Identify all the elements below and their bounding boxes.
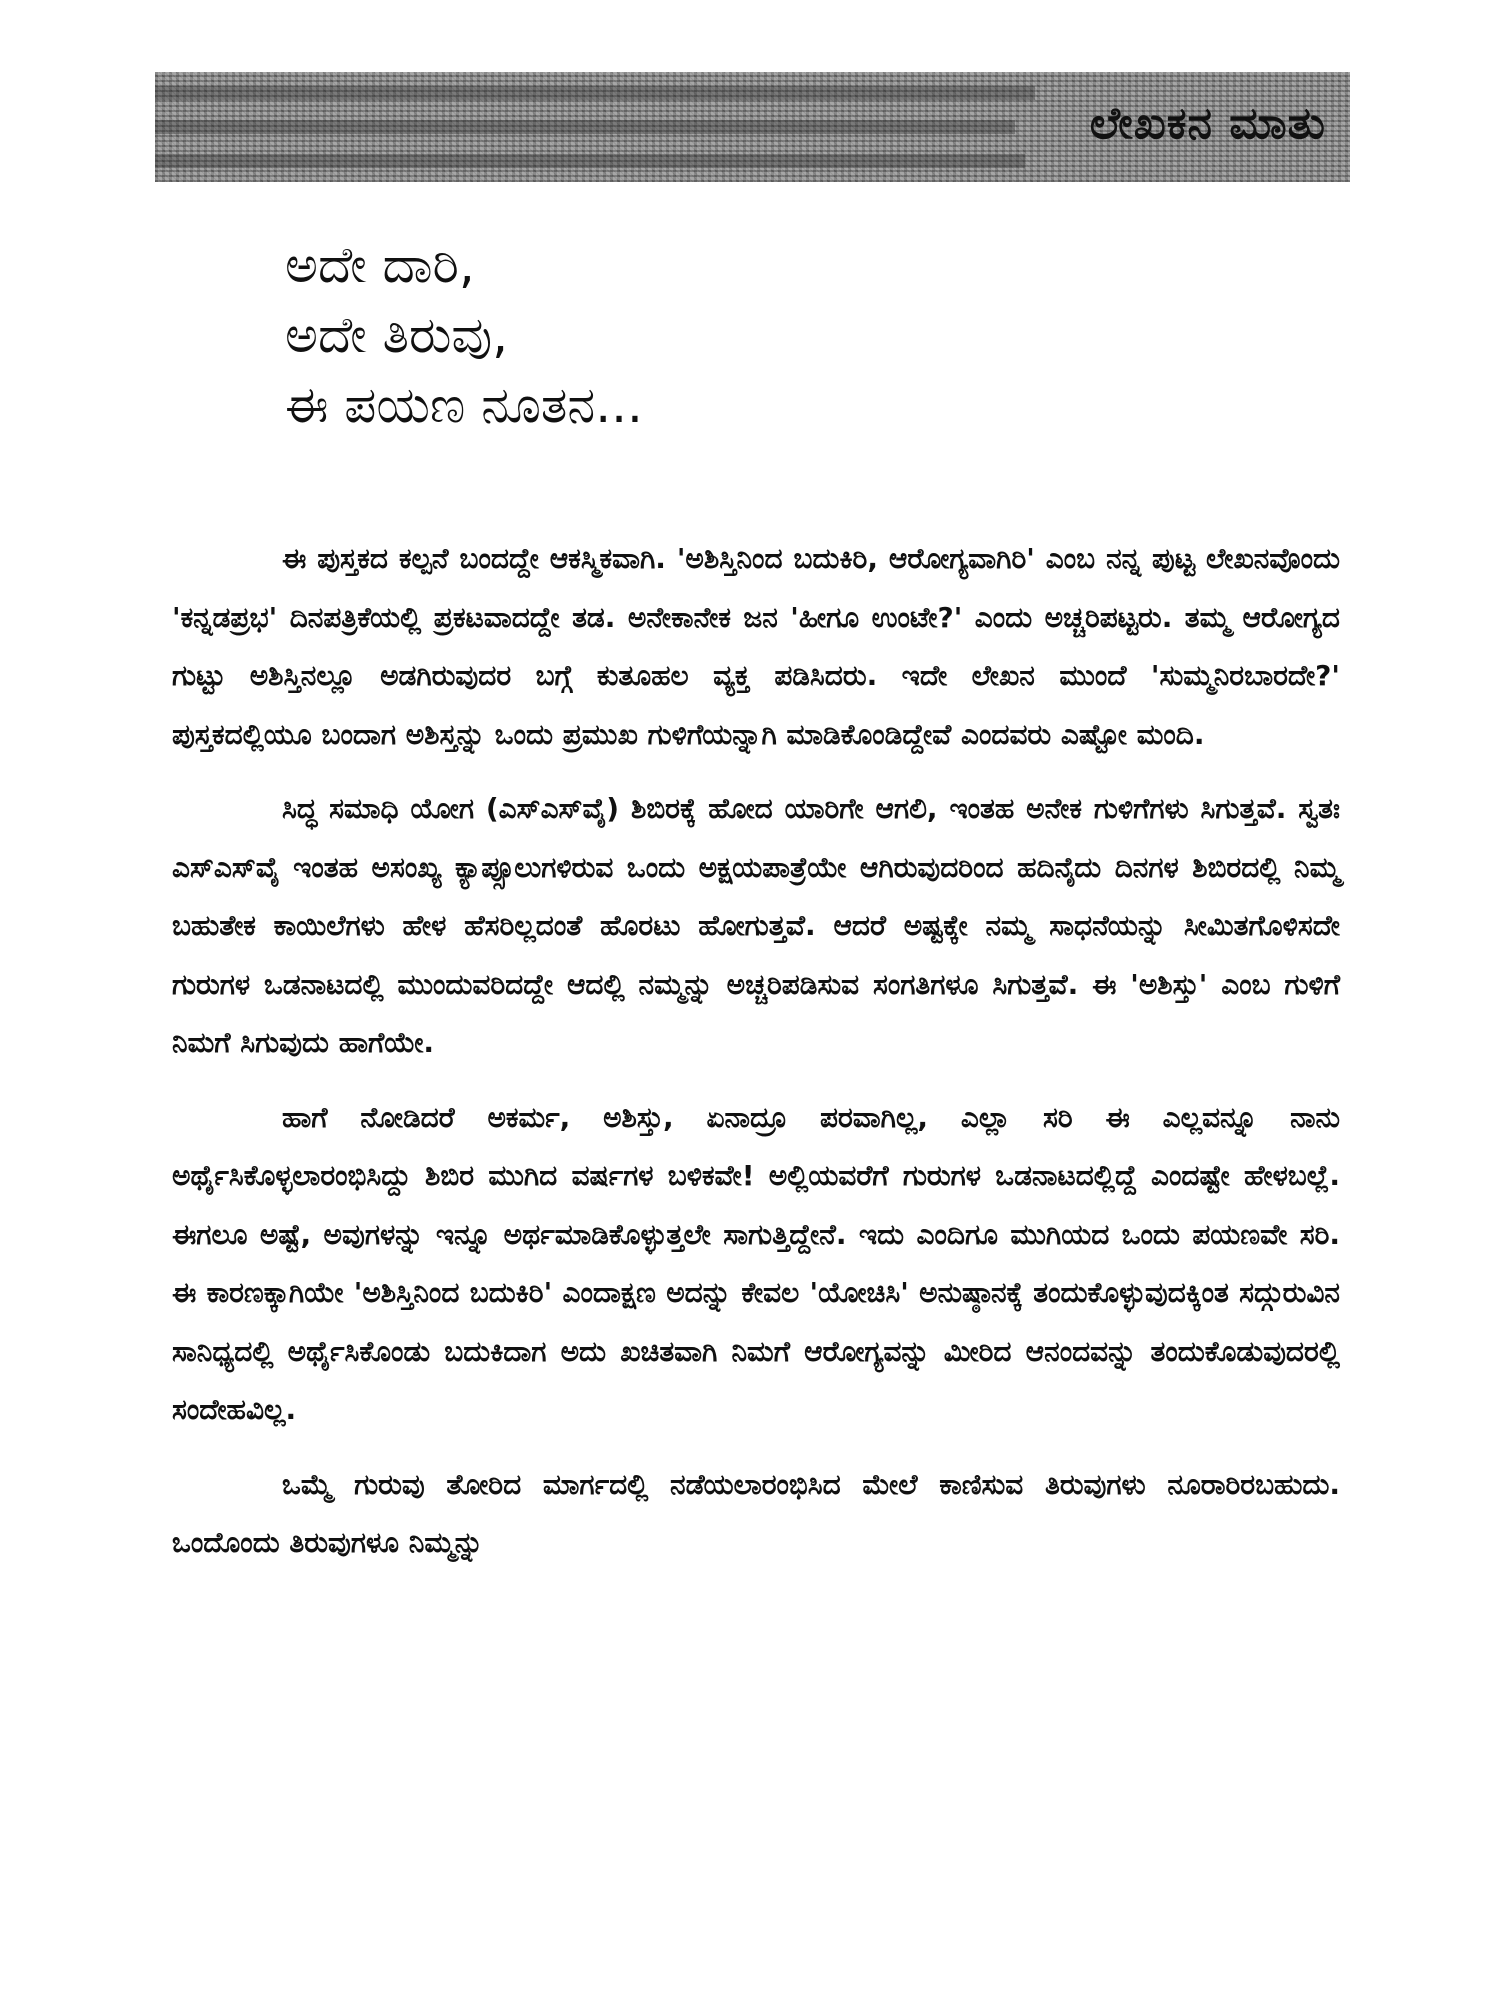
body-text <box>172 530 1340 1589</box>
paragraph: ಹಾಗೆ ನೋಡಿದರೆ ಅಕರ್ಮ, ಅಶಿಸ್ತು, ಏನಾದ್ರೂ ಪರವಾಗಿಲ್ಲ, ಎಲ್ಲಾ ಸರಿ ಈ ಎಲ್ಲವನ್ನೂ ನಾನು ಅರ್ಥೈಸಿಕೊಳ್ಳಲಾರಂಭಿಸಿದ್ದು ಶಿಬಿರ ಮುಗಿದ ವರ್ಷಗಳ ಬಳಿಕವೇ! ಅಲ್ಲಿಯವರೆಗೆ ಗುರುಗಳ ಒಡನಾಟದಲ್ಲಿದ್ದೆ ಎಂದಷ್ಟೇ ಹೇಳಬಲ್ಲೆ. ಈಗಲೂ ಅಷ್ಟೆ, ಅವುಗಳನ್ನು ಇನ್ನೂ ಅರ್ಥಮಾಡಿಕೊಳ್ಳುತ್ತಲೇ ಸಾಗುತ್ತಿದ್ದೇನೆ. ಇದು ಎಂದಿಗೂ ಮುಗಿಯದ ಒಂದು ಪಯಣವೇ ಸರಿ. ಈ ಕಾರಣಕ್ಕಾಗಿಯೇ 'ಅಶಿಸ್ತಿನಿಂದ ಬದುಕಿರಿ' ಎಂದಾಕ್ಷಣ ಅದನ್ನು ಕೇವಲ 'ಯೋಚಿಸಿ' ಅನುಷ್ಠಾನಕ್ಕೆ ತಂದುಕೊಳ್ಳುವುದಕ್ಕಿಂತ ಸದ್ಗುರುವಿನ ಸಾನಿಧ್ಯದಲ್ಲಿ ಅರ್ಥೈಸಿಕೊಂಡು ಬದುಕಿದಾಗ ಅದು ಖಚಿತವಾಗಿ ನಿಮಗೆ ಆರೋಗ್ಯವನ್ನು ಮೀರಿದ ಆನಂದವನ್ನು ತಂದುಕೊಡುವುದರಲ್ಲಿ ಸಂದೇಹವಿಲ್ಲ. <box>172 1100 1340 1426</box>
paragraph: ಒಮ್ಮೆ ಗುರುವು ತೋರಿದ ಮಾರ್ಗದಲ್ಲಿ ನಡೆಯಲಾರಂಭಿಸಿದ ಮೇಲೆ ಕಾಣಿಸುವ ತಿರುವುಗಳು ನೂರಾರಿರಬಹುದು. ಒಂದೊಂದು ತಿರುವುಗಳೂ ನಿಮ್ಮನ್ನು <box>172 1467 1340 1559</box>
section-title: ಲೇಖಕನ ಮಾತು <box>1089 98 1326 149</box>
headline-line: ಅದೇ ತಿರುವು, <box>285 306 509 364</box>
paragraph: ಸಿದ್ಧ ಸಮಾಧಿ ಯೋಗ (ಎಸ್‌ಎಸ್‌ವೈ) ಶಿಬಿರಕ್ಕೆ ಹೋದ ಯಾರಿಗೇ ಆಗಲಿ, ಇಂತಹ ಅನೇಕ ಗುಳಿಗೆಗಳು ಸಿಗುತ್ತವೆ. ಸ್ವತಃ ಎಸ್‌ಎಸ್‌ವೈ ಇಂತಹ ಅಸಂಖ್ಯ ಕ್ಯಾಪ್ಸೂಲುಗಳಿರುವ ಒಂದು ಅಕ್ಷಯಪಾತ್ರೆಯೇ ಆಗಿರುವುದರಿಂದ ಹದಿನೈದು ದಿನಗಳ ಶಿಬಿರದಲ್ಲಿ ನಿಮ್ಮ ಬಹುತೇಕ ಕಾಯಿಲೆಗಳು ಹೇಳ ಹೆಸರಿಲ್ಲದಂತೆ ಹೊರಟು ಹೋಗುತ್ತವೆ. ಆದರೆ ಅಷ್ಟಕ್ಕೇ ನಮ್ಮ ಸಾಧನೆಯನ್ನು ಸೀಮಿತಗೊಳಿಸದೇ ಗುರುಗಳ ಒಡನಾಟದಲ್ಲಿ ಮುಂದುವರಿದದ್ದೇ ಆದಲ್ಲಿ ನಮ್ಮನ್ನು ಅಚ್ಚರಿಪಡಿಸುವ ಸಂಗತಿಗಳೂ ಸಿಗುತ್ತವೆ. ಈ 'ಅಶಿಸ್ತು' ಎಂಬ ಗುಳಿಗೆ ನಿಮಗೆ ಸಿಗುವುದು ಹಾಗೆಯೇ. <box>172 792 1340 1059</box>
headline-line: ಅದೇ ದಾರಿ, <box>285 236 475 294</box>
headline-line: ಈ ಪಯಣ ನೂತನ... <box>285 376 643 434</box>
headline <box>285 230 643 440</box>
header-noise-line <box>155 120 1015 134</box>
paragraph: ಈ ಪುಸ್ತಕದ ಕಲ್ಪನೆ ಬಂದದ್ದೇ ಆಕಸ್ಮಿಕವಾಗಿ. 'ಅಶಿಸ್ತಿನಿಂದ ಬದುಕಿರಿ, ಆರೋಗ್ಯವಾಗಿರಿ' ಎಂಬ ನನ್ನ ಪುಟ್ಟ ಲೇಖನವೊಂದು 'ಕನ್ನಡಪ್ರಭ' ದಿನಪತ್ರಿಕೆಯಲ್ಲಿ ಪ್ರಕಟವಾದದ್ದೇ ತಡ. ಅನೇಕಾನೇಕ ಜನ 'ಹೀಗೂ ಉಂಟೇ?' ಎಂದು ಅಚ್ಚರಿಪಟ್ಟರು. ತಮ್ಮ ಆರೋಗ್ಯದ ಗುಟ್ಟು ಅಶಿಸ್ತಿನಲ್ಲೂ ಅಡಗಿರುವುದರ ಬಗ್ಗೆ ಕುತೂಹಲ ವ್ಯಕ್ತ ಪಡಿಸಿದರು. ಇದೇ ಲೇಖನ ಮುಂದೆ 'ಸುಮ್ಮನಿರಬಾರದೇ?' ಪುಸ್ತಕದಲ್ಲಿಯೂ ಬಂದಾಗ ಅಶಿಸ್ತನ್ನು ಒಂದು ಪ್ರಮುಖ ಗುಳಿಗೆಯನ್ನಾಗಿ ಮಾಡಿಕೊಂಡಿದ್ದೇವೆ ಎಂದವರು ಎಷ್ಟೋ ಮಂದಿ. <box>172 542 1340 751</box>
header-noise-line <box>155 86 1035 100</box>
header-band <box>155 72 1350 182</box>
header-noise-line <box>155 154 1025 168</box>
